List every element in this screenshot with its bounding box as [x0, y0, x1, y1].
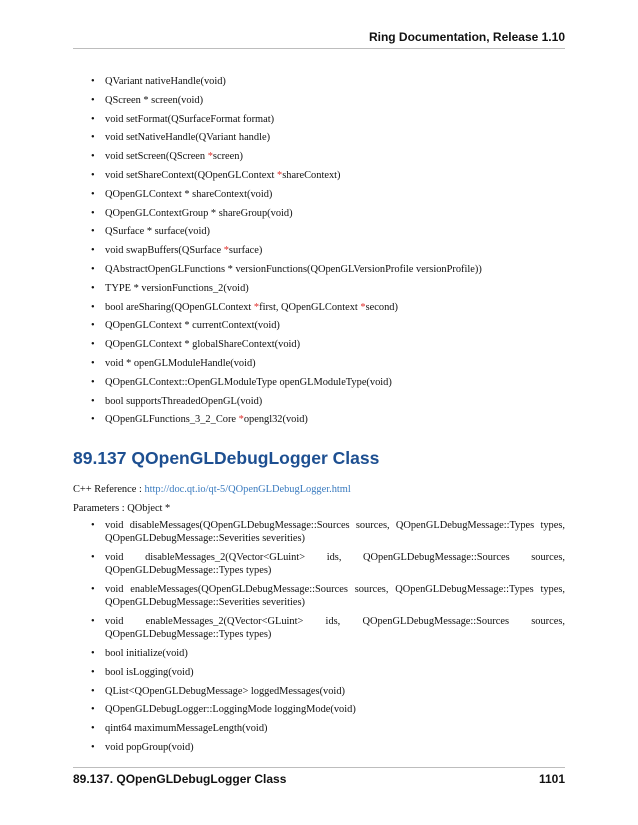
list-item [73, 338, 565, 351]
item-text: QOpenGLFunctions_3_2_Core [105, 414, 239, 426]
item-text: QAbstractOpenGLFunctions * versionFunctions(QOpenGLVersionProfile versionProfile)) [105, 263, 482, 275]
list-item [73, 169, 565, 182]
list-item [73, 301, 565, 314]
item-text: QOpenGLContext::OpenGLModuleType openGLModuleType(void) [105, 376, 392, 388]
list-item [73, 150, 565, 163]
cpp-reference [73, 483, 351, 496]
list-item [73, 583, 565, 609]
section-number: 89.137 [73, 448, 127, 468]
pointer-star: * [223, 245, 229, 257]
item-text: void setNativeHandle(QVariant handle) [105, 132, 271, 144]
item-text: bool initialize(void) [105, 648, 188, 659]
footer-divider [73, 767, 565, 768]
pointer-star: * [253, 301, 260, 313]
list-item [73, 376, 565, 389]
pointer-star: * [207, 151, 213, 163]
section-heading [73, 448, 379, 469]
list-item [73, 319, 565, 332]
cpp-reference-link[interactable]: http://doc.qt.io/qt-5/QOpenGLDebugLogger.html [144, 484, 351, 495]
list-item [73, 685, 565, 698]
item-text: void setFormat(QSurfaceFormat format) [105, 113, 275, 125]
item-text: surface) [228, 245, 263, 257]
pointer-star: * [238, 414, 244, 426]
list-item [73, 113, 565, 126]
list-item [73, 94, 565, 107]
item-text: void disableMessages_2(QVector<GLuint> ids, QOpenGLDebugMessage::Sources sources, QOpenGLDebugMessage::Types types) [105, 552, 565, 577]
item-text: qint64 maximumMessageLength(void) [105, 723, 268, 735]
item-text: void swapBuffers(QSurface [105, 245, 224, 257]
page-number: 1101 [538, 772, 565, 786]
list-item [73, 395, 565, 408]
footer-section: 89.137. QOpenGLDebugLogger Class [73, 772, 287, 786]
pointer-star: * [360, 301, 366, 313]
list-item [73, 188, 565, 201]
list-item [73, 263, 565, 276]
list-item [73, 703, 565, 716]
list-item [73, 519, 565, 545]
item-text: QScreen * screen(void) [105, 94, 204, 106]
list-item [73, 131, 565, 144]
item-text: QList<QOpenGLDebugMessage> loggedMessages(void) [105, 685, 345, 697]
item-text: QOpenGLDebugLogger::LoggingMode loggingMode(void) [105, 704, 356, 716]
item-text: void popGroup(void) [105, 741, 194, 753]
item-text: QSurface * surface(void) [105, 226, 211, 238]
item-text: void enableMessages_2(QVector<GLuint> ids, QOpenGLDebugMessage::Sources sources, QOpenGLDebugMessage::Types types) [105, 616, 565, 641]
item-text: second) [365, 301, 398, 313]
item-text: bool isLogging(void) [105, 666, 194, 678]
list-item [73, 244, 565, 257]
header-divider [73, 48, 565, 49]
item-text: first, QOpenGLContext [259, 301, 361, 313]
list-item [73, 75, 565, 88]
item-text: QVariant nativeHandle(void) [105, 76, 226, 87]
item-text: QOpenGLContext * shareContext(void) [105, 188, 273, 200]
list-item [73, 722, 565, 735]
item-text: void enableMessages(QOpenGLDebugMessage::Sources sources, QOpenGLDebugMessage::Types types, QOpenGLDebugMessage::Severities severities) [105, 584, 565, 609]
item-text: opengl32(void) [243, 414, 308, 426]
running-header: Ring Documentation, Release 1.10 [368, 30, 565, 44]
item-text: QOpenGLContext * currentContext(void) [105, 320, 280, 332]
list-item [73, 647, 565, 660]
list-item [73, 615, 565, 641]
list-item [73, 282, 565, 295]
method-list-qopengldebuglogger [73, 519, 565, 760]
item-text: TYPE * versionFunctions_2(void) [105, 282, 249, 294]
list-item [73, 551, 565, 577]
item-text: void setScreen(QScreen [105, 151, 208, 163]
item-text: shareContext) [282, 169, 341, 181]
section-title: QOpenGLDebugLogger Class [131, 448, 380, 468]
item-text: screen) [212, 151, 243, 163]
list-item [73, 225, 565, 238]
cpp-reference-label: C++ Reference : [73, 484, 145, 495]
list-item [73, 357, 565, 370]
item-text: QOpenGLContextGroup * shareGroup(void) [105, 207, 293, 219]
item-text: bool supportsThreadedOpenGL(void) [105, 395, 263, 407]
parameters-line: Parameters : QObject * [73, 503, 171, 514]
item-text: void * openGLModuleHandle(void) [105, 357, 256, 369]
item-text: bool areSharing(QOpenGLContext [105, 301, 254, 313]
list-item [73, 413, 565, 426]
item-text: void setShareContext(QOpenGLContext [105, 169, 277, 181]
list-item [73, 741, 565, 754]
item-text: QOpenGLContext * globalShareContext(void) [105, 339, 301, 351]
method-list-qopenglcontext [73, 75, 565, 432]
item-text: void disableMessages(QOpenGLDebugMessage::Sources sources, QOpenGLDebugMessage::Types types, QOpenGLDebugMessage::Severities severities) [105, 520, 565, 545]
list-item [73, 666, 565, 679]
pointer-star: * [277, 169, 283, 181]
list-item [73, 207, 565, 220]
